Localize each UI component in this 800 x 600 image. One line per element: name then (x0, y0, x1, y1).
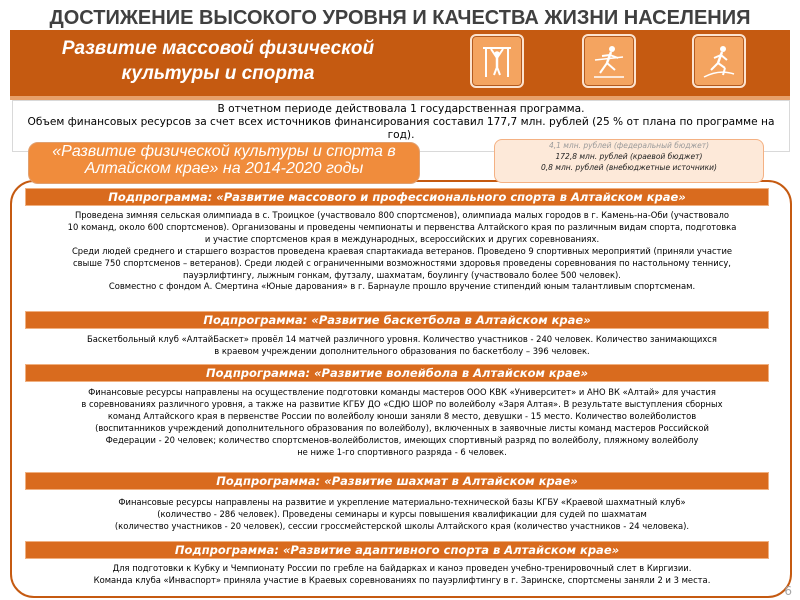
funding-offbudget: 0,8 млн. рублей (внебюджетные источники) (541, 163, 717, 172)
page-title: ДОСТИЖЕНИЕ ВЫСОКОГО УРОВНЯ И КАЧЕСТВА ЖИЗНИ НАСЕЛЕНИЯ (49, 7, 751, 29)
text-line: Среди людей среднего и старшего возрастов проведена краевая спартакиада ветеранов. Проведено 9 спортивных мероприятий (приняли участие (71, 245, 733, 256)
intro-line: В отчетном периоде действовала 1 государственная программа. (217, 103, 585, 115)
text-line: свыше 750 спортсменов – ветеранов). Среди людей с ограниченными возможностями здоровья проведены соревнования по настольному теннису, (73, 257, 731, 268)
text-line: 10 команд, около 600 спортсменов). Организованы и проведены чемпионаты и первенства Алтайского края по различным видам спорта, подготовка (67, 221, 737, 232)
text-line: не ниже 1-го спортивного разряда - 6 человек. (297, 446, 507, 457)
text-line: в краевом учреждении дополнительного образования по баскетболу – 396 человек. (214, 345, 590, 356)
funding-box (494, 139, 764, 183)
text-line: Федерации - 20 человек; количество спортсменов-волейболистов, имеющих спортивный разряд по волейболу, пляжному волейболу (105, 434, 699, 445)
subprogram-title: Подпрограмма: «Развитие баскетбола в Алтайском крае» (25, 311, 769, 329)
text-line: (количество - 286 человек). Проведены семинары и курсы повышения квалификации для судей по шахматам (157, 508, 647, 519)
subprogram-text (22, 563, 782, 587)
subprogram-title: Подпрограмма: «Развитие волейбола в Алтайском крае» (25, 364, 769, 382)
text-line: команд Алтайского края в первенстве России по волейболу юноши заняли 8 место, девушки - 15 место. Количество волейболистов (107, 410, 697, 421)
subprogram-title: Подпрограмма: «Развитие массового и профессионального спорта в Алтайском крае» (25, 188, 769, 206)
text-line: Финансовые ресурсы направлены на развитие и укрепление материально-технической базы КГБУ «Краевой шахматный клуб» (118, 497, 686, 507)
subprogram-title: Подпрограмма: «Развитие шахмат в Алтайском крае» (25, 472, 769, 490)
runner-finish-icon (582, 34, 636, 88)
gymnast-icon (470, 34, 524, 88)
subprogram-title: Подпрограмма: «Развитие адаптивного спорта в Алтайском крае» (25, 541, 769, 559)
funding-federal: 4,1 млн. рублей (федеральный бюджет) (548, 141, 710, 150)
subprogram-text (22, 334, 782, 358)
text-line: и участие спортсменов края в международных, всероссийских и других соревнованиях. (204, 233, 600, 244)
text-line: Проведена зимняя сельская олимпиада в с. Троицкое (участвовало 800 спортсменов), олимпиада малых городов в г. Камень-на-Оби (участвовало (75, 210, 729, 220)
text-line: в соревнованиях различного уровня, а также на развитие КГБУ ДО «СДЮ ШОР по волейболу «Заря Алтая». В результате выступления сборных (81, 398, 723, 409)
subprogram-text (22, 210, 782, 293)
text-line: Совместно с фондом А. Смертина «Юные дарования» в г. Барнауле прошло вручение стипендий юным талантливым спортсменам. (108, 281, 696, 292)
page-number: 6 (784, 584, 792, 598)
subprogram-text (22, 497, 782, 533)
text-line: Для подготовки к Кубку и Чемпионату России по гребле на байдарках и каноэ проведен учебно-тренировочный слет в Киргизии. (112, 563, 692, 573)
jogger-icon (692, 34, 746, 88)
program-name: «Развитие физической культуры и спорта в Алтайском крае» на 2014-2020 годы (28, 142, 420, 184)
section-banner (10, 30, 790, 96)
text-line: пауэрлифтингу, лыжным гонкам, футзалу, шахматам, боулингу (участвовало более 500 человек). (183, 269, 621, 280)
text-line: Команда клуба «Инваспорт» приняла участие в Краевых соревнованиях по пауэрлифтингу в г. Заринске, спортсмены заняли 2 и 3 места. (93, 574, 711, 585)
intro-line: Объем финансовых ресурсов за счет всех источников финансирования составил 177,7 млн. рублей (25 % от плана по программе на год). (27, 116, 775, 141)
text-line: Баскетбольный клуб «АлтайБаскет» провёл 14 матчей различного уровня. Количество участников - 240 человек. Количество занимающихся (87, 334, 717, 344)
text-line: (количество участников - 20 человек), сессии гроссмейстерской школы Алтайского края (количество участников - 24 человека). (114, 520, 690, 531)
subprogram-text (22, 387, 782, 458)
text-line: (воспитанников учреждений дополнительного образования по волейболу), включенных в заявочные листы команд мастеров Российской (95, 422, 709, 433)
banner-title: Развитие массовой физической культуры и спорта (61, 38, 375, 84)
funding-regional: 172,8 млн. рублей (краевой бюджет) (555, 152, 703, 161)
text-line: Финансовые ресурсы направлены на осуществление подготовки команды мастеров ООО КВК «Университет» и АНО ВК «Алтай» для участия (88, 387, 716, 397)
